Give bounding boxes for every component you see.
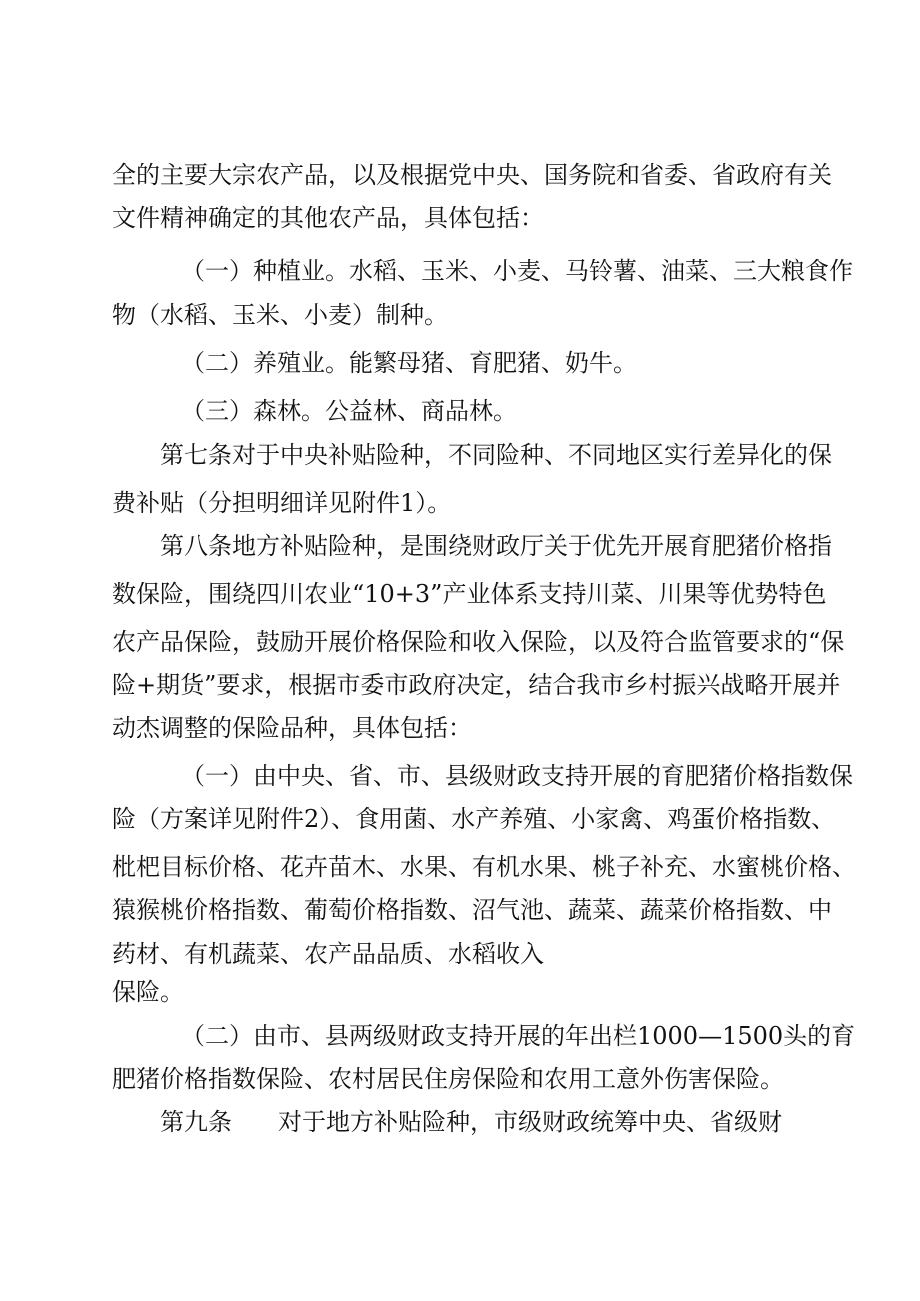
article-text: 对于地方补贴险种，市级财政统筹中央、省级财 <box>278 1108 782 1136</box>
text-line: 物（水稻、玉米、小麦）制种。 <box>112 301 448 329</box>
text-line: （二）由市、县两级财政支持开展的年出栏1000—1500头的育 <box>181 1022 856 1050</box>
text-line: （一）种植业。水稻、玉米、小麦、马铃薯、油菜、三大粮食作 <box>181 257 853 285</box>
text-line: 险（方案详见附件2）、食用菌、水产养殖、小家禽、鸡蛋价格指数、 <box>112 805 836 833</box>
text-line: 第七条对于中央补贴险种，不同险种、不同地区实行差异化的保 <box>160 441 832 469</box>
text-line: 第八条地方补贴险种，是围绕财政厅关于优先开展育肥猪价格指 <box>160 532 832 560</box>
article-nine-line <box>160 1104 782 1140</box>
text-line: 全的主要大宗农产品，以及根据党中央、国务院和省委、省政府有关 <box>112 161 832 189</box>
text-line: 数保险，围绕四川农业“10+3”产业体系支持川菜、川果等优势特色 <box>112 580 827 608</box>
text-line: （一）由中央、省、市、县级财政支持开展的育肥猪价格指数保 <box>181 762 853 790</box>
article-number: 第九条 <box>160 1108 232 1136</box>
text-line: 费补贴（分担明细详见附件1）。 <box>112 489 452 517</box>
text-line: 枇杷目标价格、花卉苗木、水果、有机水果、桃子补充、水蜜桃价格、 <box>112 853 856 881</box>
text-line: 猿猴桃价格指数、葡萄价格指数、沼气池、蔬菜、蔬菜价格指数、中 <box>112 896 832 924</box>
text-line: 农产品保险，鼓励开展价格保险和收入保险，以及符合监管要求的“保 <box>112 628 845 656</box>
text-line: 文件精神确定的其他农产品，具体包括： <box>112 204 544 232</box>
text-line: 险+期货”要求，根据市委市政府决定，结合我市乡村振兴战略开展并 <box>112 671 841 699</box>
text-line: （三）森林。公益林、商品林。 <box>181 397 517 425</box>
text-line: 药材、有机蔬菜、农产品品质、水稻收入 <box>112 940 544 968</box>
text-line: 动杰调整的保险品种，具体包括： <box>112 714 472 742</box>
text-line: 保险。 <box>112 978 184 1006</box>
text-line: 肥猪价格指数保险、农村居民住房保险和农用工意外伤害保险。 <box>112 1065 784 1093</box>
text-line: （二）养殖业。能繁母猪、育肥猪、奶牛。 <box>181 349 637 377</box>
